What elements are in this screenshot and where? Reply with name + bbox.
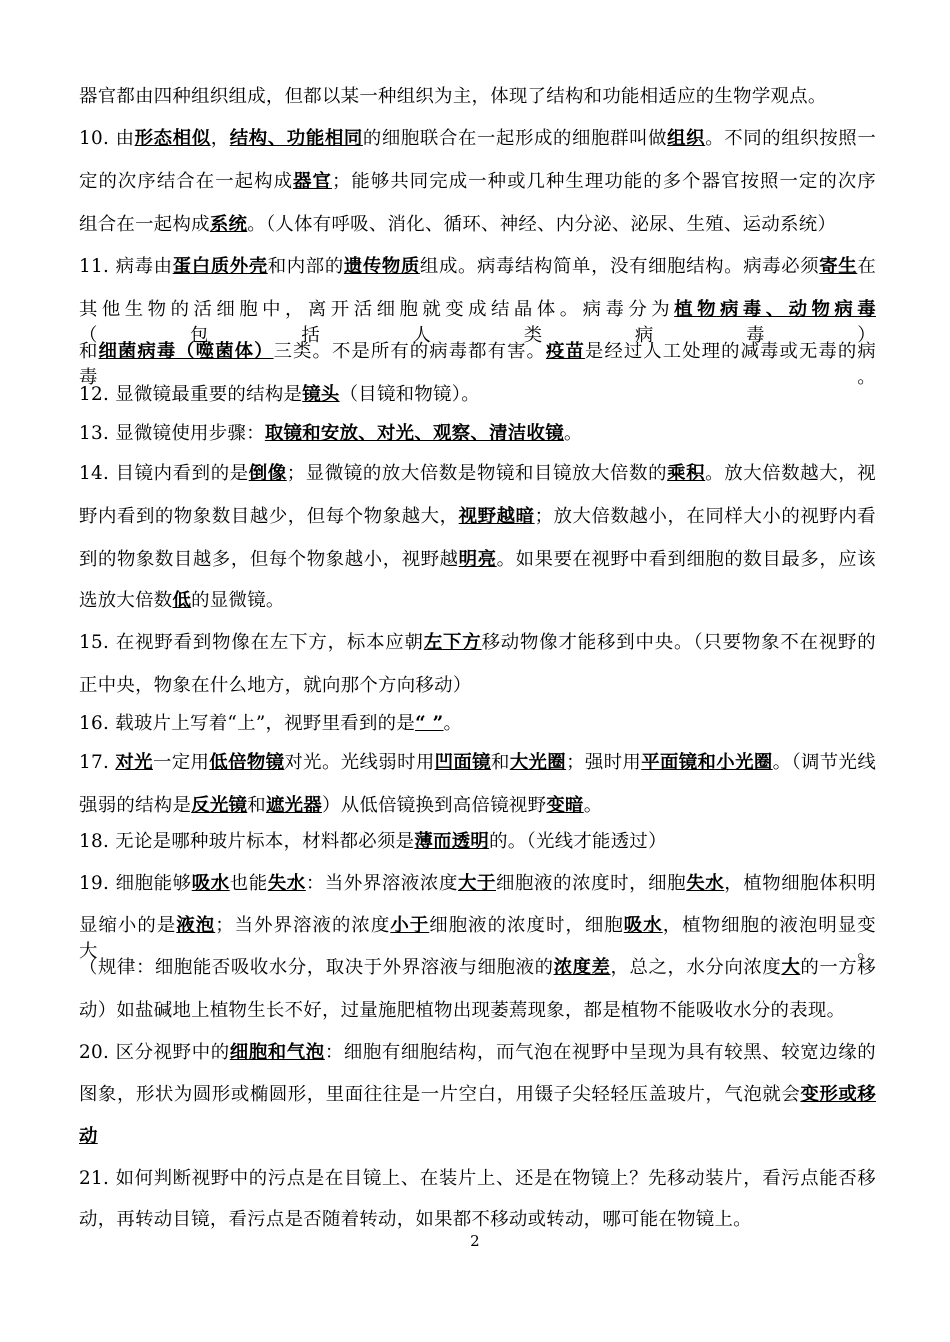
text-line [79, 871, 876, 897]
text-run: ；显微镜的放大倍数是物镜和目镜放大倍数的 [286, 463, 668, 484]
text-run: 。（调节光线 [772, 752, 877, 773]
text-run: 三类。不是所有的病毒都有害。 [273, 341, 546, 362]
key-term: 浓度差 [553, 957, 611, 978]
key-term: 液泡 [176, 915, 216, 936]
key-term: 反光镜 [191, 795, 248, 816]
text-run: 和 [490, 752, 510, 773]
key-term: 对光 [115, 752, 153, 773]
text-line [79, 1124, 876, 1150]
text-run: 10. 由 [79, 128, 135, 149]
key-term: 细胞和气泡 [229, 1042, 325, 1063]
text-run: 11. 病毒由 [79, 256, 173, 277]
text-line [79, 254, 876, 280]
text-run: 。如果要在视野中看到细胞的数目最多，应该 [496, 549, 876, 570]
key-term: 大于 [457, 873, 497, 894]
text-run: 。放大倍数越大，视 [705, 463, 876, 484]
text-run: 21. 如何判断视野中的污点是在目镜上、在装片上、还是在物镜上？先移动装片，看污点能否移 [79, 1168, 876, 1189]
text-run: 的显微镜。 [191, 590, 285, 611]
text-run: 15. 在视野看到物像在左下方，标本应朝 [79, 632, 424, 653]
key-term: 低 [172, 590, 192, 611]
text-run: ，植物细胞的液泡明显变大。 [79, 915, 876, 962]
text-run: 显缩小的是 [79, 915, 177, 936]
text-run: 其他生物的活细胞中，离开活细胞就变成结晶体。病毒分为 [79, 299, 675, 320]
key-term: 左下方 [423, 632, 482, 653]
text-run: 选放大倍数 [79, 590, 173, 611]
text-run: （规律：细胞能否吸收水分，取决于外界溶液与细胞液的 [79, 957, 554, 978]
text-run: ， [210, 128, 230, 149]
key-term: 大光圈 [509, 752, 567, 773]
text-run: 器官都由四种组织组成，但都以某一种组织为主，体现了结构和功能相适应的生物学观点。 [79, 86, 827, 107]
text-run: ；当外界溶液的浓度 [215, 915, 391, 936]
key-term: 细菌病毒（噬菌体） [98, 341, 274, 362]
key-term: 蛋白质外壳 [172, 256, 268, 277]
text-run: 的。（光线才能透过） [489, 831, 667, 852]
text-run: 和内部的 [267, 256, 344, 277]
text-run: 17. [79, 752, 116, 773]
text-line [79, 212, 876, 238]
text-run: 细胞液的浓度时，细胞 [496, 873, 687, 894]
key-term: 器官 [293, 171, 332, 192]
text-run: 。 [443, 713, 463, 734]
text-run: 。不同的组织按照一 [705, 128, 877, 149]
key-term: 疫苗 [546, 341, 585, 362]
key-term: 平面镜和小光圈 [641, 752, 773, 773]
text-run: 组成。病毒结构简单，没有细胞结构。病毒必须 [419, 256, 820, 277]
text-run: 定的次序结合在一起构成 [79, 171, 294, 192]
text-line [79, 1166, 876, 1192]
text-run: 移动物像才能移到中央。（只要物象不在视野的 [481, 632, 876, 653]
key-term: 失水 [686, 873, 725, 894]
text-line [79, 630, 876, 656]
text-line [79, 829, 876, 855]
text-line [79, 547, 876, 573]
text-run: ：细胞有细胞结构，而气泡在视野中呈现为具有较黑、较宽边缘的 [324, 1042, 877, 1063]
key-term: 吸水 [191, 873, 230, 894]
text-run: 组合在一起构成 [79, 214, 210, 235]
key-term: 结构、功能相同 [229, 128, 363, 149]
text-line [79, 169, 876, 195]
text-line [79, 421, 876, 447]
key-term: 失水 [267, 873, 306, 894]
text-run: 野内看到的物象数目越少，但每个物象越大， [79, 506, 459, 527]
text-run: 16. 载玻片上写着“上”，视野里看到的是 [79, 713, 416, 734]
key-term: 系统 [209, 214, 248, 235]
text-run: 细胞液的浓度时，细胞 [429, 915, 624, 936]
text-run: 一定用 [152, 752, 210, 773]
key-term: 薄而透明 [414, 831, 490, 852]
key-term: 遮光器 [265, 795, 323, 816]
key-term: 遗传物质 [343, 256, 420, 277]
key-term: 倒像 [248, 463, 287, 484]
key-term: 植物病毒、动物病毒 [674, 299, 876, 320]
key-term: “ ” [415, 713, 444, 734]
key-term: 凹面镜 [434, 752, 491, 773]
text-line [79, 955, 876, 981]
text-run: 的细胞联合在一起形成的细胞群叫做 [362, 128, 668, 149]
text-line [79, 1040, 876, 1066]
text-line [79, 504, 876, 530]
text-line [79, 750, 876, 776]
text-line [79, 461, 876, 487]
text-run: （目镜和物镜）。 [339, 384, 480, 405]
text-run: ，植物细胞体积明 [724, 873, 877, 894]
text-run: 到的物象数目越多，但每个物象越小，视野越 [79, 549, 459, 570]
text-run: 19. 细胞能够 [79, 873, 192, 894]
key-term: 动 [79, 1126, 98, 1147]
text-line [79, 711, 876, 737]
text-run: 20. 区分视野中的 [79, 1042, 230, 1063]
text-run: ，总之，水分向浓度 [610, 957, 782, 978]
text-line [79, 1082, 876, 1108]
text-run: 正中央，物象在什么地方，就向那个方向移动） [79, 675, 472, 696]
page-number: 2 [470, 1232, 480, 1250]
text-line [79, 84, 876, 110]
text-run: 18. 无论是哪种玻片标本，材料都必须是 [79, 831, 415, 852]
text-run: 强弱的结构是 [79, 795, 192, 816]
text-run: ；强时用 [566, 752, 642, 773]
key-term: 形态相似 [134, 128, 211, 149]
text-line [79, 673, 876, 699]
text-run: 在 [857, 256, 877, 277]
key-term: 小于 [390, 915, 430, 936]
text-run: ）从低倍镜换到高倍镜视野 [322, 795, 547, 816]
key-term: 寄生 [819, 256, 858, 277]
text-run: 动）如盐碱地上植物生长不好，过量施肥植物出现萎蔫现象，都是植物不能吸收水分的表现。 [79, 1000, 846, 1021]
key-term: 明亮 [458, 549, 497, 570]
key-term: 大 [781, 957, 801, 978]
text-line [79, 126, 876, 152]
text-run: 13. 显微镜使用步骤： [79, 423, 265, 444]
text-run: ：当外界溶液浓度 [305, 873, 458, 894]
text-run: 12. 显微镜最重要的结构是 [79, 384, 303, 405]
text-run: （包括人类病毒） [79, 325, 876, 346]
key-term: 镜头 [302, 384, 340, 405]
key-term: 乘积 [667, 463, 706, 484]
text-run: 动，再转动目镜，看污点是否随着转动，如果都不移动或转动，哪可能在物镜上。 [79, 1209, 752, 1230]
text-run: 和 [79, 341, 99, 362]
text-run: 图象，形状为圆形或椭圆形，里面往往是一片空白，用镊子尖轻轻压盖玻片，气泡就会 [79, 1084, 801, 1105]
text-run: ；能够共同完成一种或几种生理功能的多个器官按照一定的次序 [331, 171, 876, 192]
text-run: 也能 [229, 873, 268, 894]
text-run: 。 [583, 795, 603, 816]
text-run: 14. 目镜内看到的是 [79, 463, 249, 484]
key-term: 吸水 [623, 915, 663, 936]
text-run: 。（人体有呼吸、消化、循环、神经、内分泌、泌尿、生殖、运动系统） [247, 214, 837, 235]
key-term: 视野越暗 [458, 506, 535, 527]
key-term: 变形或移 [800, 1084, 876, 1105]
text-line [79, 998, 876, 1024]
text-run: 和 [247, 795, 266, 816]
key-term: 组织 [667, 128, 706, 149]
key-term: 变暗 [546, 795, 584, 816]
text-run: 是经过人工处理的减毒或无毒的病毒。 [79, 341, 877, 388]
text-line [79, 588, 876, 614]
text-run: ；放大倍数越小，在同样大小的视野内看 [534, 506, 876, 527]
text-line [79, 1207, 876, 1233]
text-run: 。 [563, 423, 583, 444]
text-run: 对光。光线弱时用 [284, 752, 435, 773]
text-run: 的一方移 [800, 957, 876, 978]
key-term: 低倍物镜 [209, 752, 285, 773]
text-line [79, 793, 876, 819]
text-line [79, 382, 876, 408]
key-term: 取镜和安放、对光、观察、清洁收镜 [264, 423, 564, 444]
